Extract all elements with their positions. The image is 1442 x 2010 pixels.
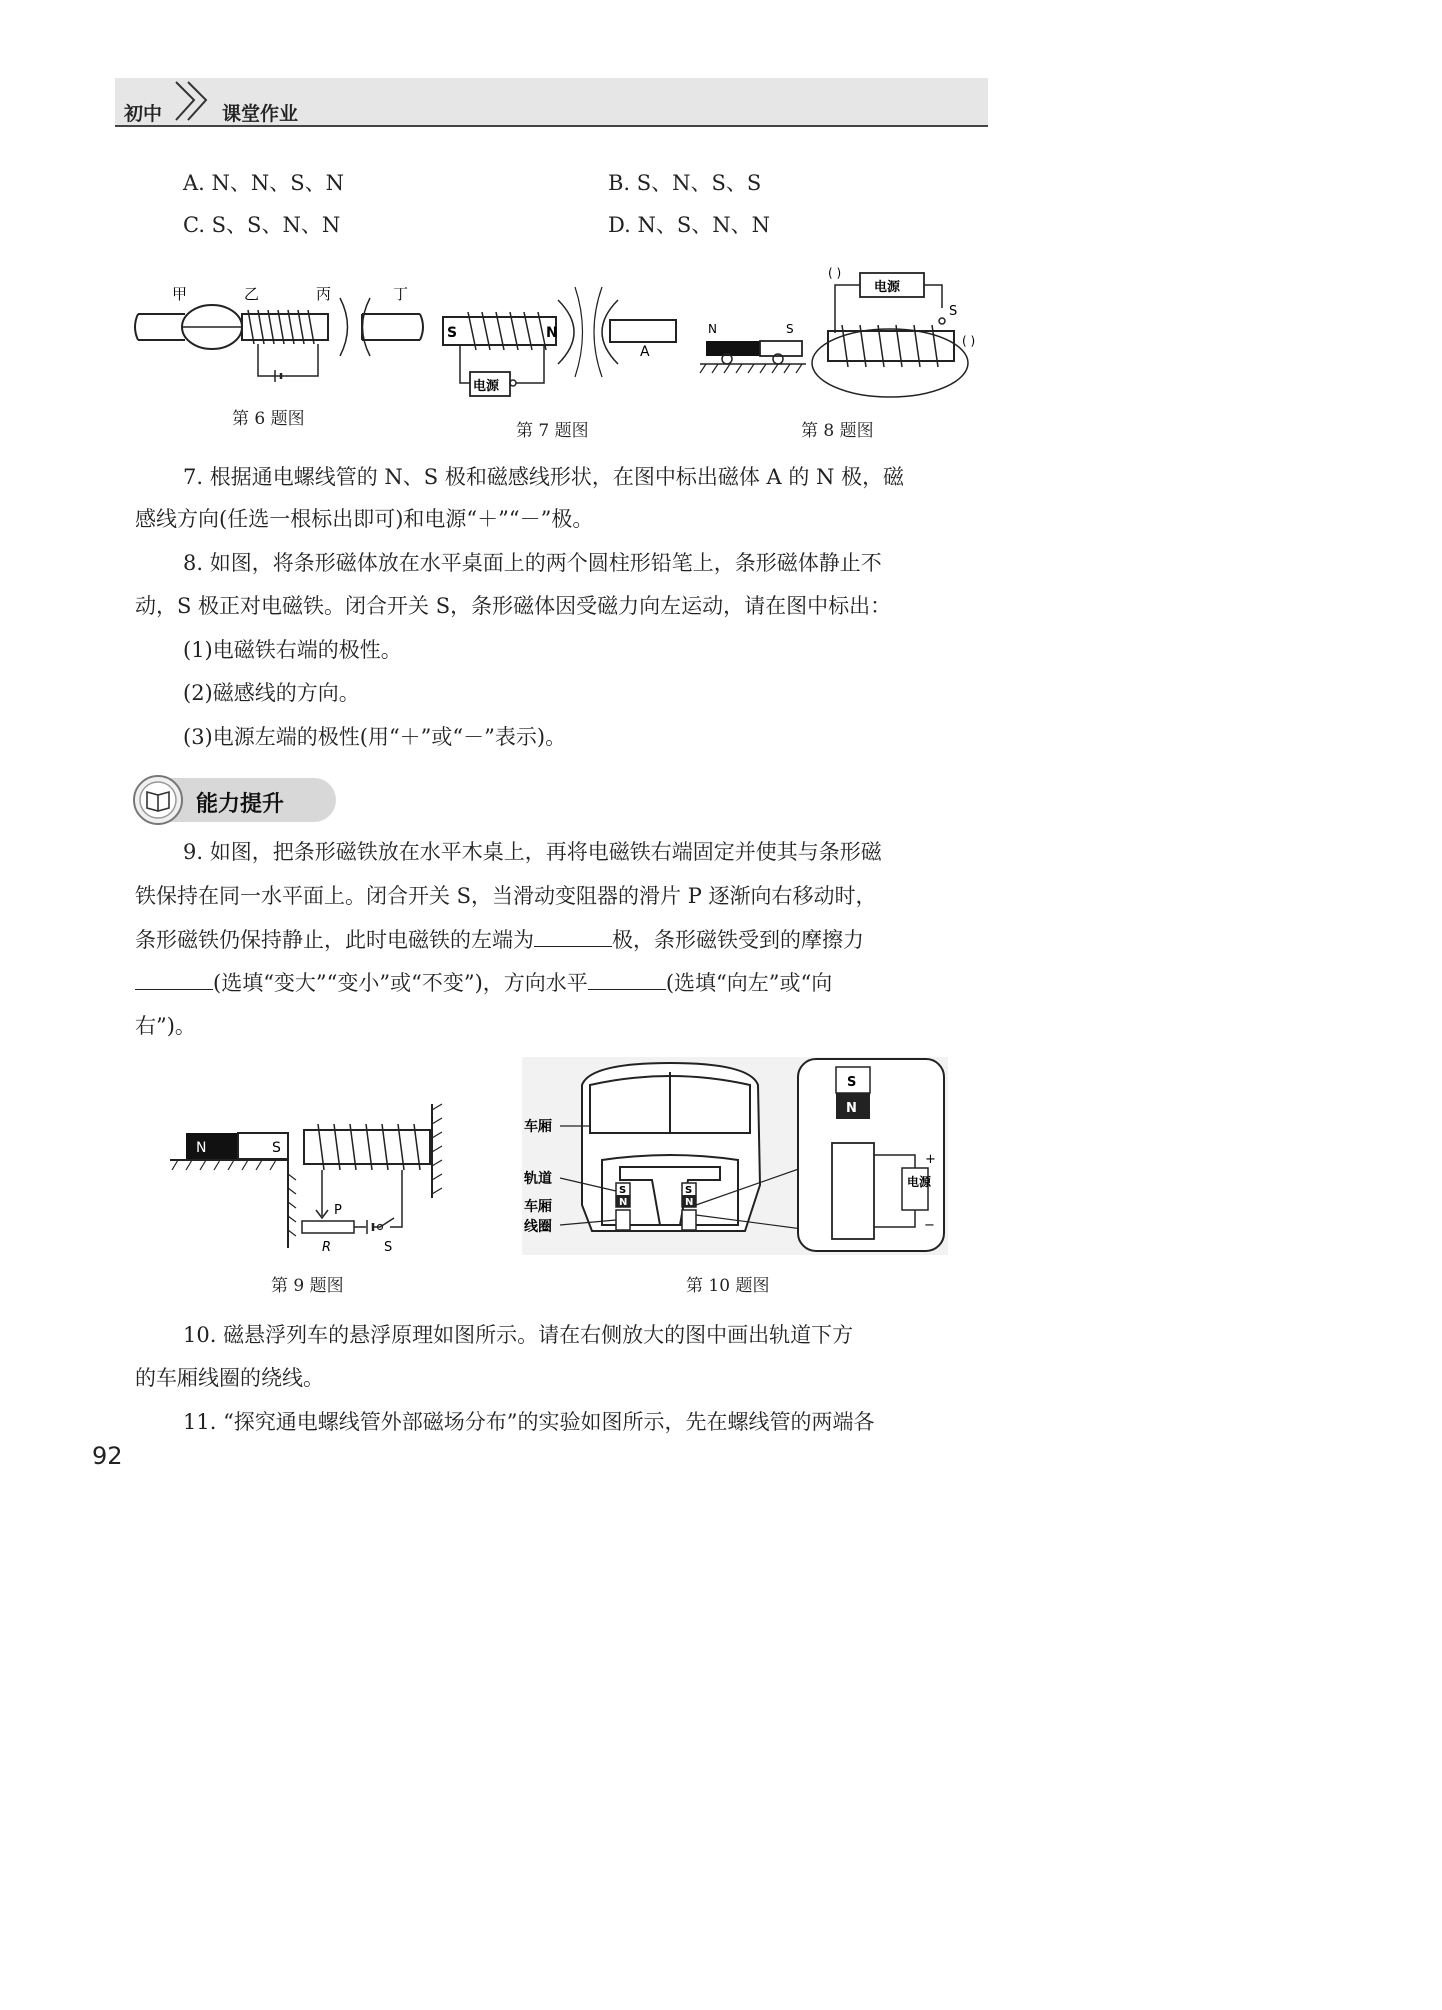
- figure-7: [440, 282, 680, 402]
- q9-blank-1[interactable]: [534, 945, 612, 947]
- q10-line2: 的车厢线圈的绕线。: [135, 1366, 324, 1390]
- fig8-caption: 第 8 题图: [801, 421, 874, 441]
- fig7-left-pole: S: [447, 325, 458, 341]
- fig8-paren-right: ( ): [962, 334, 976, 348]
- fig9-switch-label: S: [384, 1240, 393, 1255]
- page-number: 92: [92, 1442, 123, 1470]
- double-chevron-icon: [172, 80, 214, 124]
- fig7-right-pole: N: [546, 325, 558, 341]
- q8-line1: 8. 如图，将条形磁体放在水平桌面上的两个圆柱形铅笔上，条形磁体静止不: [183, 551, 882, 575]
- fig8-source-label: 电源: [874, 280, 901, 295]
- q9-line4-end: (选填“向左”或“向: [665, 971, 833, 995]
- fig10-rail-s-right: S: [685, 1185, 693, 1196]
- fig8-paren-top: ( ): [828, 266, 842, 280]
- fig10-inset-s: S: [847, 1075, 857, 1090]
- fig8-bar-north: N: [708, 322, 717, 336]
- option-a: A. N、N、S、N: [183, 171, 345, 195]
- fig7-source-label: 电源: [473, 379, 500, 394]
- q8-sub2: (2)磁感线的方向。: [183, 681, 360, 705]
- fig10-caption: 第 10 题图: [686, 1276, 770, 1296]
- q8-sub3: (3)电源左端的极性(用“＋”或“－”表示)。: [183, 725, 567, 749]
- fig10-minus: −: [924, 1218, 935, 1233]
- fig10-inset-n: N: [846, 1101, 857, 1116]
- fig7-caption: 第 7 题图: [516, 421, 589, 441]
- header-title: 课堂作业: [222, 103, 299, 125]
- fig9-south-label: S: [272, 1140, 281, 1156]
- figure-9: [170, 1100, 470, 1260]
- fig9-slider-label: P: [334, 1203, 342, 1218]
- figure-8: [700, 263, 990, 413]
- q9-blank-2[interactable]: [135, 988, 213, 990]
- fig10-rail-n-right: N: [685, 1197, 694, 1208]
- fig10-car-label: 车厢: [524, 1119, 552, 1135]
- q9-line1: 9. 如图，把条形磁铁放在水平木桌上，再将电磁铁右端固定并使其与条形磁: [183, 840, 882, 864]
- q8-line2: 动，S 极正对电磁铁。闭合开关 S，条形磁体因受磁力向左运动，请在图中标出：: [135, 594, 892, 618]
- q7-line1: 7. 根据通电螺线管的 N、S 极和磁感线形状，在图中标出磁体 A 的 N 极，磁: [183, 465, 905, 489]
- fig10-plus: +: [925, 1152, 936, 1167]
- fig10-coil-label-1: 车厢: [524, 1199, 552, 1215]
- fig10-source-line1: 电源: [907, 1175, 932, 1189]
- q11-line1: 11. “探究通电螺线管外部磁场分布”的实验如图所示，先在螺线管的两端各: [183, 1410, 875, 1434]
- fig10-rail-s-left: S: [619, 1185, 627, 1196]
- fig6-label-ding: 丁: [393, 285, 409, 303]
- q7-line2: 感线方向(任选一根标出即可)和电源“＋”“－”极。: [135, 507, 594, 531]
- fig6-label-bing: 丙: [316, 285, 332, 303]
- fig6-label-yi: 乙: [244, 285, 260, 303]
- fig10-rail-n-left: N: [619, 1197, 628, 1208]
- option-b: B. S、N、S、S: [608, 171, 762, 195]
- q9-line4: [135, 963, 832, 1004]
- option-c: C. S、S、N、N: [183, 213, 341, 237]
- q9-line5: 右”)。: [135, 1014, 196, 1038]
- figure-6: [130, 280, 430, 390]
- q10-line1: 10. 磁悬浮列车的悬浮原理如图所示。请在右侧放大的图中画出轨道下方: [183, 1323, 854, 1347]
- option-d: D. N、S、N、N: [608, 213, 770, 237]
- fig7-magnet-label: A: [640, 344, 650, 360]
- section-title: 能力提升: [196, 792, 285, 817]
- fig10-track-label: 轨道: [524, 1171, 552, 1187]
- fig8-switch-label: S: [949, 304, 958, 319]
- fig8-bar-south: S: [786, 322, 794, 336]
- q9-line4-mid: (选填“变大”“变小”或“不变”)，方向水平: [213, 971, 588, 995]
- header-level: 初中: [124, 103, 163, 125]
- fig6-caption: 第 6 题图: [232, 409, 305, 429]
- q9-line3-start: 条形磁铁仍保持静止，此时电磁铁的左端为: [135, 928, 534, 952]
- q8-sub1: (1)电磁铁右端的极性。: [183, 638, 402, 662]
- figure-10: [520, 1055, 950, 1260]
- q9-blank-3[interactable]: [588, 988, 666, 990]
- q9-line3: [135, 920, 864, 961]
- q9-line3-end: 极，条形磁铁受到的摩擦力: [612, 928, 864, 952]
- fig10-coil-label-2: 线圈: [524, 1219, 552, 1235]
- fig9-north-label: N: [196, 1140, 207, 1156]
- q9-line2: 铁保持在同一水平面上。闭合开关 S，当滑动变阻器的滑片 P 逐渐向右移动时，: [135, 884, 877, 908]
- fig6-label-jia: 甲: [172, 285, 188, 303]
- fig9-resistor-label: R: [322, 1240, 332, 1255]
- fig9-caption: 第 9 题图: [271, 1276, 344, 1296]
